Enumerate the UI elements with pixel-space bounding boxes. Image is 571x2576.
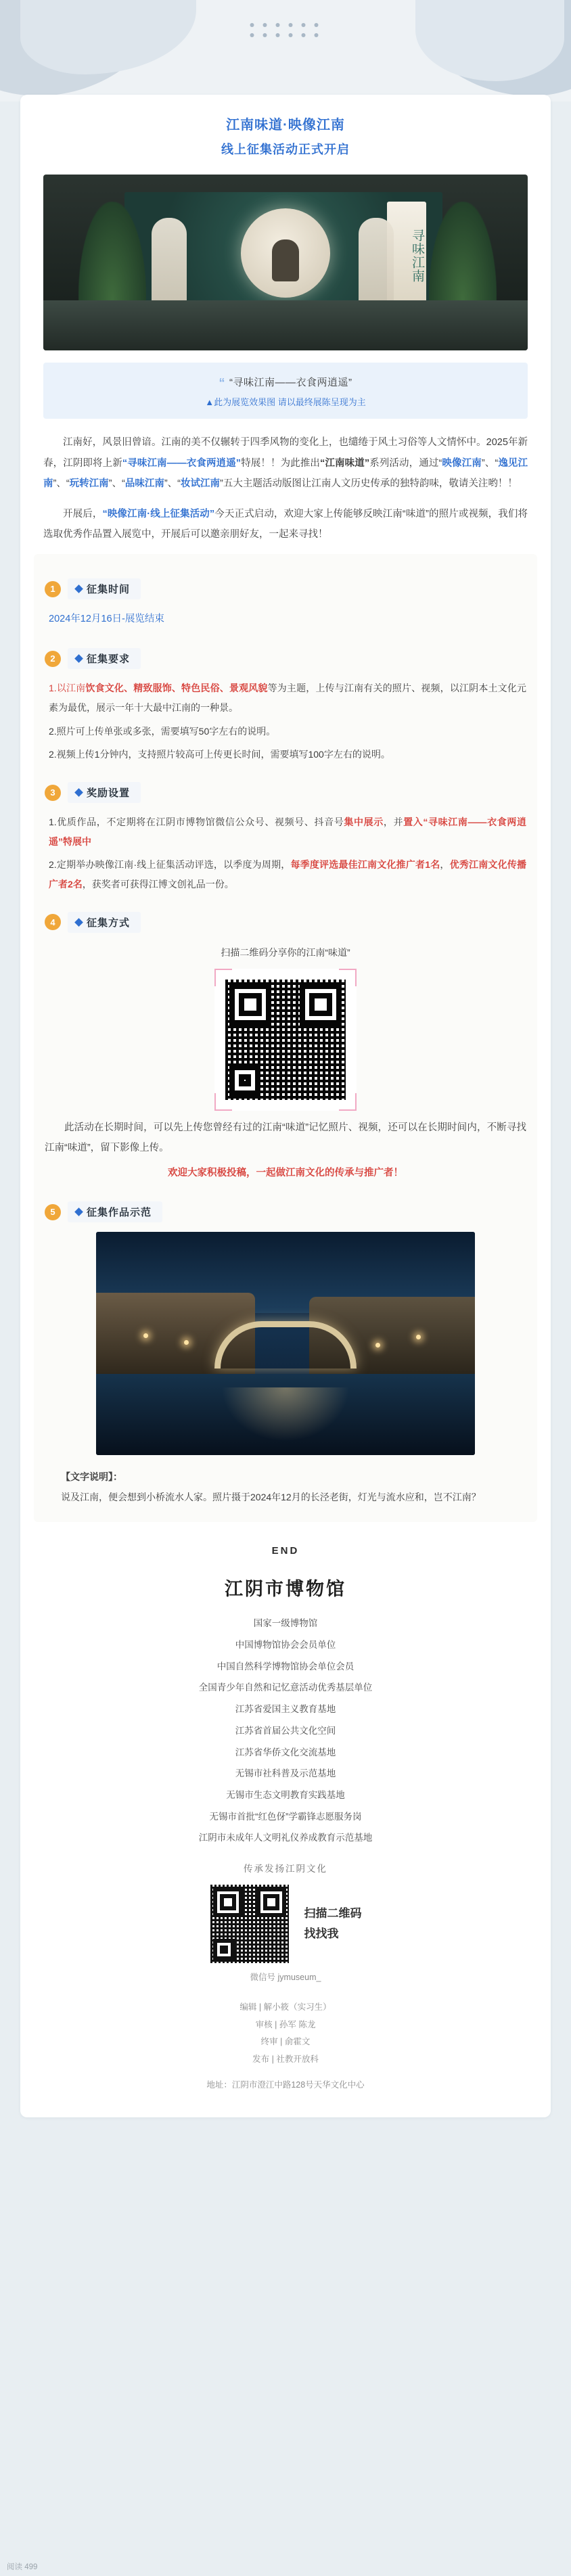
- decorative-header-band: [0, 0, 571, 101]
- intro-paragraph-1: 江南好，风景旧曾谙。江南的美不仅辗转于四季风物的变化上，也缱绻于风土习俗等人文情怀中。2025年新春，江阴即将上新“寻味江南——衣食两逍遥”特展！！为此推出“江南味道”系列活动，通过“映像江南”、“逸见江南”、“玩转江南”、“品味江南”、“妆试江南”五大主题活动版图让江南人文历史传承的独特韵味，敬请关注哟！！: [43, 437, 528, 490]
- intro-p2-b: 今天正式启动，欢迎大家上传能够反映江南“味道”的照片或视频，我们将选取优秀作品置入展览中，开展后可以邀亲朋好友，一起来寻找！: [43, 508, 528, 540]
- award-2-highlight2: 优秀江南文化传播广者2名: [49, 859, 527, 890]
- award-2-mid: ，: [440, 859, 450, 871]
- sample-caption-label: 【文字说明】：: [61, 1471, 122, 1483]
- hero-exhibition-image: [43, 175, 528, 350]
- honor-item: 中国自然科学博物馆协会单位会员: [216, 1661, 355, 1672]
- hero-floor: [43, 300, 528, 350]
- blob-shape-right-light: [415, 0, 564, 81]
- museum-footer: [20, 1574, 551, 2090]
- museum-honors-list: [43, 1613, 528, 1849]
- cta-prefix: 欢迎大家积极投稿，: [168, 1167, 256, 1178]
- submission-qr-code[interactable]: [225, 980, 346, 1100]
- credit-line: 终审 | 俞霍文: [260, 2037, 311, 2047]
- sample-caption-block: [61, 1467, 510, 1507]
- intro-p1-exhibition-name: “寻味江南——衣食两逍遥”: [122, 457, 242, 469]
- award-item: [49, 855, 526, 894]
- honor-item: 无锡市生态文明教育实践基地: [226, 1789, 345, 1800]
- section-pill-4: [68, 912, 141, 933]
- section-number-3: 3: [45, 785, 61, 801]
- award-1-prefix: 1.优质作品，不定期将在江阴市博物馆微信公众号、视频号、抖音号: [49, 816, 344, 828]
- spread-culture-slogan: 传承发扬江阴文化: [244, 1864, 327, 1874]
- requirement-1-prefix: 1.以江南: [49, 683, 86, 694]
- honor-item: 国家一级博物馆: [253, 1618, 318, 1629]
- intro-p1-series-name: “江南味道”: [320, 457, 370, 469]
- hero-silhouette-figure: [272, 239, 299, 281]
- section-pill-1: [68, 578, 141, 599]
- hero-signboard: 寻味江南: [387, 202, 426, 303]
- exhibition-quote-box: [43, 363, 528, 419]
- intro-theme-1: 映像江南: [442, 457, 482, 469]
- submission-note-paragraph: 此活动在长期时间，可以先上传您曾经有过的江南“味道”记忆照片、视频，还可以在长期时间内，不断寻找江南“味道”，留下影像上传。: [45, 1122, 526, 1154]
- article-card: [20, 95, 551, 2117]
- page-subtitle: 线上征集活动正式开启: [221, 143, 350, 156]
- quote-mark-icon: “: [219, 376, 225, 390]
- section-heading-method: [45, 912, 526, 933]
- requirement-3: 2.视频上传1分钟内，支持照片较高可上传更长时间，需要填写100字左右的说明。: [49, 749, 390, 760]
- sample-night-bridge-photo: [96, 1232, 475, 1455]
- intro-p2-activity-name: “映像江南·线上征集活动”: [102, 508, 215, 520]
- requirement-2: 2.照片可上传单张或多张，需要填写50字左右的说明。: [49, 725, 276, 737]
- diamond-icon: [74, 1208, 83, 1217]
- credit-line: 编辑 | 解小筱（实习生）: [239, 2002, 332, 2013]
- section-number-4: 4: [45, 914, 61, 930]
- honor-item: 江苏省首届公共文化空间: [235, 1725, 336, 1736]
- intro-theme-3: 玩转江南: [69, 478, 109, 490]
- requirement-item: [49, 745, 526, 764]
- honor-item: 江苏省爱国主义教育基地: [235, 1704, 336, 1715]
- honor-item: 中国博物馆协会会员单位: [235, 1639, 336, 1650]
- section-heading-requirements: [45, 648, 526, 669]
- intro-paragraph-2: [43, 504, 528, 545]
- award-item: [49, 812, 526, 851]
- section-title-2: 征集要求: [87, 653, 131, 666]
- museum-address: 地址：江阴市澄江中路128号天华文化中心: [206, 2079, 365, 2090]
- cta-strong: 一起做江南文化的传承与推广者！: [256, 1167, 403, 1178]
- requirement-1-suffix: 等为主题，上传与江南有关的照片、视频，以江阴本土文化元素为最优，展示一年十大最中江南的一种景。: [49, 683, 527, 714]
- exhibition-quote-line2: ▲此为展览效果图 请以最终展陈呈现为主: [205, 396, 366, 407]
- follow-us-text: [304, 1904, 362, 1945]
- blob-shape-left-light: [20, 0, 196, 74]
- awards-list: [45, 812, 526, 894]
- section-title-4: 征集方式: [87, 917, 131, 929]
- diamond-icon: [74, 585, 83, 594]
- credit-line: 发布 | 社教开放科: [252, 2054, 319, 2064]
- section-heading-awards: [45, 782, 526, 803]
- section-pill-3: [68, 782, 141, 803]
- credit-line: 审核 | 孙军 陈龙: [255, 2019, 316, 2029]
- intro-theme-4: 品味江南: [124, 478, 164, 490]
- page-title: 江南味道·映像江南: [226, 118, 345, 133]
- requirement-1-highlight: 饮食文化、精致服饰、特色民俗、景观风貌: [85, 683, 268, 694]
- sample-photo-reflection: [221, 1387, 350, 1442]
- award-1-mid: ，并: [383, 816, 404, 828]
- collection-date-range: 2024年12月16日-展览结束: [49, 614, 164, 625]
- intro-p1-b: 特展！！为此推出: [241, 457, 321, 469]
- section-number-1: 1: [45, 581, 61, 597]
- section-heading-time: [45, 578, 526, 599]
- section-pill-2: [68, 648, 141, 669]
- submission-qr-frame[interactable]: [214, 969, 357, 1111]
- intro-theme-2: 逸见江南: [43, 457, 528, 490]
- exhibition-quote-text: “寻味江南——衣食两逍遥”: [229, 377, 352, 389]
- activity-details-panel: [34, 554, 537, 1522]
- submission-qr-caption: 扫描二维码分享你的江南“味道”: [221, 946, 350, 958]
- honor-item: 全国青少年自然和记忆意活动优秀基层单位: [198, 1682, 373, 1693]
- requirement-item: [49, 678, 526, 717]
- museum-name: 江阴市博物馆: [225, 1579, 346, 1600]
- end-marker: END: [271, 1545, 300, 1557]
- diamond-icon: [74, 918, 83, 927]
- section-number-2: 2: [45, 651, 61, 667]
- section-title-1: 征集时间: [87, 584, 131, 596]
- section-title-5: 征集作品示范: [87, 1207, 152, 1219]
- diamond-icon: [74, 788, 83, 797]
- honor-item: 江苏省华侨文化交流基地: [235, 1747, 336, 1757]
- requirement-item: [49, 722, 526, 741]
- intro-p1-c: 系列活动，通过“: [369, 457, 442, 469]
- follow-line-1: 扫描二维码: [304, 1906, 362, 1920]
- credits-block: [43, 1999, 528, 2069]
- read-count: 阅读 499: [7, 2563, 38, 2571]
- diamond-icon: [74, 654, 83, 663]
- honor-item: 江阴市未成年人文明礼仪养成教育示范基地: [198, 1833, 373, 1843]
- follow-us-row: [43, 1884, 528, 1964]
- sample-caption-text: 说及江南，便会想到小桥流水人家。照片摄于2024年12月的长泾老街，灯光与流水应和，岂不江南？: [61, 1491, 481, 1502]
- honor-item: 无锡市首批“红色伢”学霸锋志愿服务岗: [209, 1811, 362, 1822]
- award-1-highlight: 集中展示: [344, 816, 384, 828]
- requirements-list: [45, 678, 526, 764]
- award-1-highlight2: 置入“寻味江南——衣食两逍遥”特展中: [49, 816, 527, 847]
- intro-p1-a: 江南好，风景旧曾谙。江南的美不仅辗转于四季风物的变化上，也缱绻于风土习俗等人文情怀中。2025年新春，江阴即将上新: [43, 437, 528, 469]
- section-pill-5: [68, 1201, 162, 1222]
- wechat-label: 微信号: [250, 1973, 276, 1983]
- award-2-prefix: 2.定期举办映像江南·线上征集活动评选，以季度为周期，: [49, 859, 291, 871]
- follow-line-2: 找找我: [304, 1927, 339, 1941]
- award-2-suffix: ，获奖者可获得江博文创礼品一份。: [82, 879, 234, 890]
- official-account-qr-code[interactable]: [210, 1884, 290, 1964]
- submission-call-to-action: [45, 1163, 526, 1184]
- exhibition-quote-line1: [50, 372, 521, 394]
- section-number-5: 5: [45, 1204, 61, 1220]
- section-title-3: 奖励设置: [87, 787, 131, 800]
- honor-item: 无锡市社科普及示范基地: [235, 1768, 336, 1779]
- section-heading-samples: [45, 1201, 526, 1222]
- wechat-id-row: [43, 1971, 528, 1983]
- dot-grid-ornament: [250, 23, 321, 37]
- intro-theme-5: 妆试江南: [181, 478, 221, 490]
- award-2-highlight: 每季度评选最佳江南文化推广者1名: [290, 859, 440, 871]
- intro-p2-a: 开展后，: [63, 508, 103, 520]
- intro-p1-d: ”五大主题活动版图让江南人文历史传承的独特韵味，敬请关注哟！！: [220, 478, 518, 490]
- wechat-id-value: jymuseum_: [277, 1973, 321, 1983]
